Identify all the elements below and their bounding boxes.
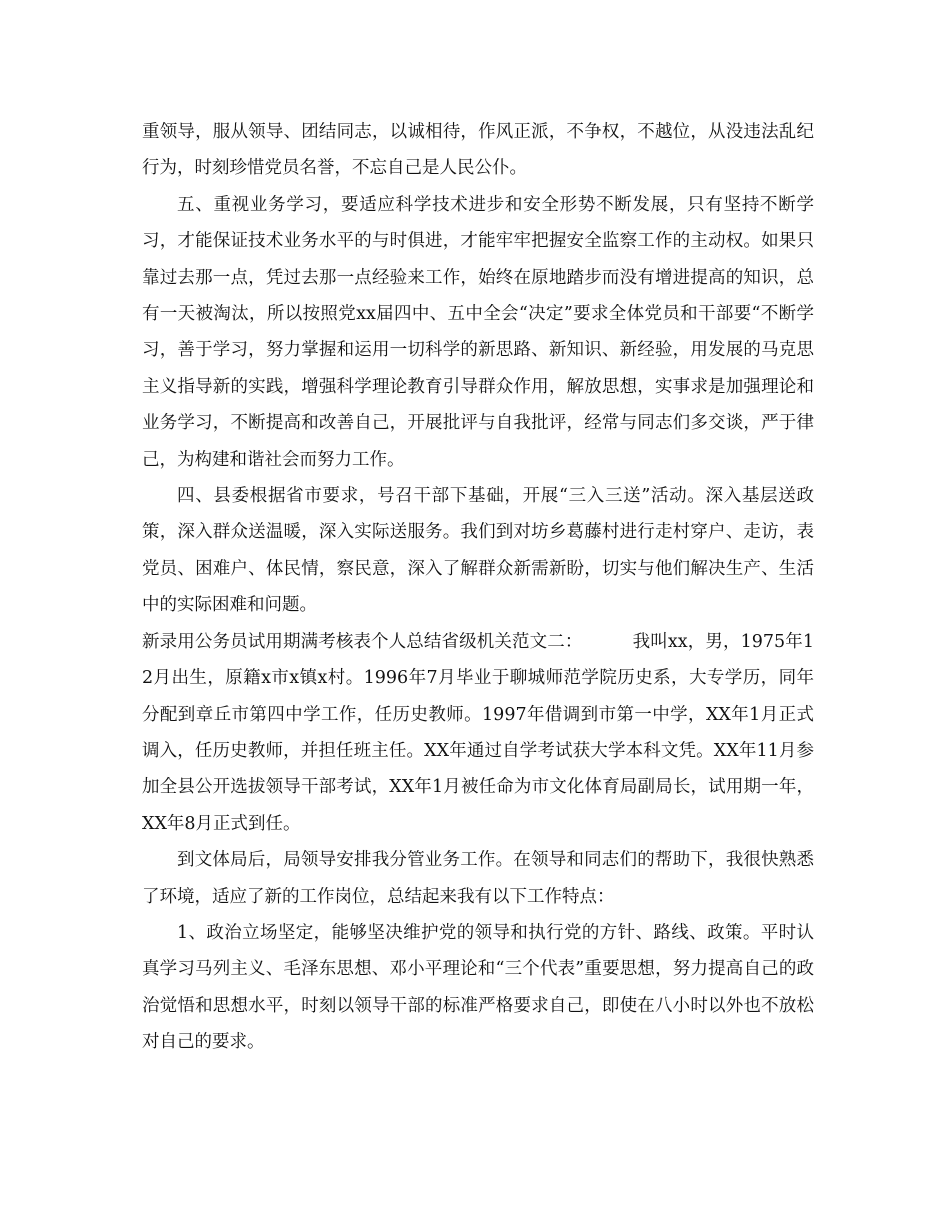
sample-two-title: 新录用公务员试用期满考核表个人总结省级机关范文二： [142,631,583,652]
paragraph-3-grassroots-activity: 四、县委根据省市要求，号召干部下基础，开展“三入三送”活动。深入基层送政策，深入群众送温暖，深入实际送服务。我们到对坊乡葛藤村进行走村穿户、走访，表党员、困难户、体民情，察民意，深入了解群众新需新盼，切实与他们解决生产、生活中的实际困难和问题。 [142,486,814,616]
paragraph-4-sample-two [142,624,814,842]
paragraph-2-business-study: 五、重视业务学习，要适应科学技术进步和安全形势不断发展，只有坚持不断学习，才能保证技术业务水平的与时俱进，才能牢牢把握安全监察工作的主动权。如果只靠过去那一点，凭过去那一点经验来工作，始终在原地踏步而没有增进提高的知识，总有一天被淘汰，所以按照党xx届四中、五中全会“决定”要求全体党员和干部要“不断学习，善于学习，努力掌握和运用一切科学的新思路、新知识、新经验，用发展的马克思主义指导新的实践，增强科学理论教育引导群众作用，解放思想，实事求是加强理论和业务学习，不断提高和改善自己，开展批评与自我批评，经常与同志们多交谈，严于律己，为构建和谐社会而努力工作。 [142,194,814,470]
paragraph-1: 重领导，服从领导、团结同志，以诚相待，作风正派，不争权，不越位，从没违法乱纪行为，时刻珍惜党员名誉，不忘自己是人民公仆。 [142,122,814,179]
paragraph-5-work-features: 到文体局后，局领导安排我分管业务工作。在领导和同志们的帮助下，我很快熟悉了环境，适应了新的工作岗位，总结起来我有以下工作特点： [142,850,814,907]
document-body [142,114,814,1061]
paragraph-6-political-stance: 1、政治立场坚定，能够坚决维护党的领导和执行党的方针、路线、政策。平时认真学习马列主义、毛泽东思想、邓小平理论和“三个代表”重要思想，努力提高自己的政治觉悟和思想水平，时刻以领导干部的标准严格要求自己，即使在八小时以外也不放松对自己的要求。 [142,922,814,1053]
sample-two-intro: 我叫xx，男，1975年12月出生，原籍x市x镇x村。1996年7月毕业于聊城师范学院历史系，大专学历，同年分配到章丘市第四中学工作，任历史教师。1997年借调到市第一中学，XX年1月正式调入，任历史教师，并担任班主任。XX年通过自学考试获大学本科文凭。XX年11月参加全县公开选拔领导干部考试，XX年1月被任命为市文化体育局副局长，试用期一年，XX年8月正式到任。 [142,631,814,834]
